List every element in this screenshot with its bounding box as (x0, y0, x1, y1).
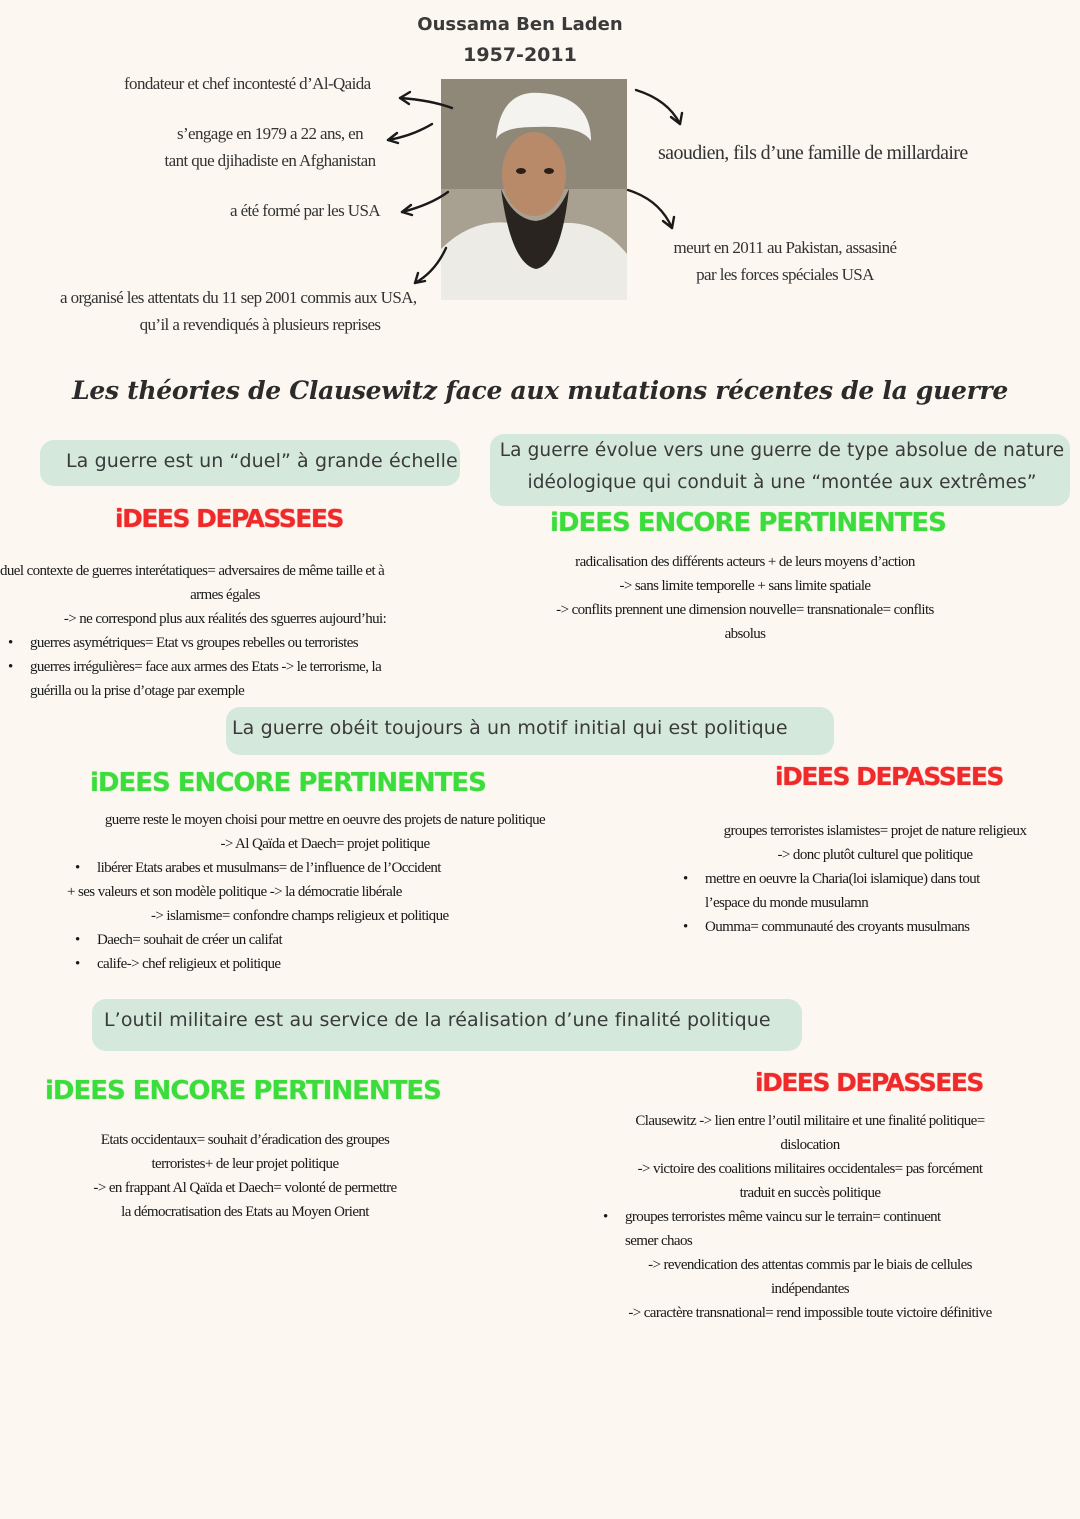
s1-left-bullets (0, 631, 460, 703)
section3-label-pertinentes: iDEES ENCORE PERTINENTES (45, 1076, 441, 1106)
arrow-engage-icon (388, 124, 432, 140)
s3-right-line-6: -> revendication des attentas commis par le biais de cellules (648, 1257, 972, 1273)
s3-right-line-7: indépendantes (770, 1281, 849, 1297)
s1-right-line-0: radicalisation des différents acteurs + de leurs moyens d’action (575, 554, 915, 570)
section1-label-pertinentes: iDEES ENCORE PERTINENTES (550, 508, 946, 538)
section1-label-depassees: iDEES DEPASSEES (115, 504, 343, 533)
s3-right-line-2: -> victoire des coalitions militaires occidentales= pas forcément (637, 1161, 983, 1177)
section2-heading: La guerre obéit toujours à un motif initial qui est politique (232, 717, 788, 739)
s1-right-line-3: absolus (724, 626, 766, 642)
s2-right-line-1: -> donc plutôt culturel que politique (777, 847, 973, 863)
section3-heading: L’outil militaire est au service de la réalisation d’une finalité politique (104, 1009, 771, 1031)
s2-right-bullet-1: • Oumma= communauté des croyants musulmans (705, 915, 1060, 939)
s3-left-line-1: terroristes+ de leur projet politique (151, 1156, 339, 1172)
s1-right-line-1: -> sans limite temporelle + sans limite spatiale (619, 578, 871, 594)
s2-right-bullet-0: • mettre en oeuvre la Charia(loi islamique) dans tout (705, 867, 1060, 891)
s1-left-line-0: duel contexte de guerres interétatiques= adversaires de même taille et à (0, 563, 385, 579)
section2-label-depassees: iDEES DEPASSEES (775, 762, 1003, 791)
s2-left-line-0: guerre reste le moyen choisi pour mettre en oeuvre des projets de nature politique (104, 812, 546, 828)
bio-attacks-1: a organisé les attentats du 11 sep 2001 commis aux USA, (60, 288, 417, 307)
s2-right-bullets (690, 867, 1060, 939)
section3-label-depassees: iDEES DEPASSEES (755, 1068, 983, 1097)
s3-left-line-0: Etats occidentaux= souhait d’éradication des groupes (100, 1132, 390, 1148)
s1-left-bullet-1: • guerres irrégulières= face aux armes des Etats -> le terrorisme, la (30, 655, 460, 679)
section2-left-text (55, 808, 595, 976)
section2-label-pertinentes: iDEES ENCORE PERTINENTES (90, 768, 486, 798)
bio-saudi: saoudien, fils d’une famille de millardaire (658, 142, 968, 164)
s2-left-bullet-2: • calife-> chef religieux et politique (97, 952, 595, 976)
section1-heading-right-2: idéologique qui conduit à une “montée aux extrêmes” (527, 472, 1037, 493)
s1-left-bullet-0: • guerres asymétriques= Etat vs groupes rebelles ou terroristes (30, 631, 460, 655)
s3-right-line-3: traduit en succès politique (739, 1185, 881, 1201)
s3-left-line-2: -> en frappant Al Qaïda et Daech= volonté de permettre (93, 1180, 397, 1196)
bio-founder: fondateur et chef incontesté d’Al-Qaida (124, 74, 371, 93)
main-title: Les théories de Clausewitz face aux mutations récentes de la guerre (72, 376, 1008, 405)
portrait-dates: 1957-2011 (463, 44, 577, 66)
arrow-trained-icon (402, 192, 448, 212)
s1-left-line-1: armes égales (190, 587, 260, 603)
section1-right-text (500, 550, 990, 646)
s3-right-bullet-0-cont: semer chaos (625, 1233, 693, 1249)
bio-engagement-1: s’engage en 1979 a 22 ans, en (176, 124, 364, 143)
arrow-attacks-icon (415, 248, 446, 283)
bio-trained: a été formé par les USA (230, 201, 380, 220)
s3-right-bullets (590, 1205, 1030, 1253)
s1-right-line-2: -> conflits prennent une dimension nouvelle= transnationale= conflits (556, 602, 934, 618)
bio-death-1: meurt en 2011 au Pakistan, assasiné (673, 238, 897, 257)
section2-right-text (690, 819, 1060, 939)
s2-right-bullet-0-cont: l’espace du monde musulamn (705, 895, 869, 911)
portrait-name: Oussama Ben Laden (417, 14, 623, 35)
s1-left-line-2: -> ne correspond plus aux réalités des sguerres aujourd’hui: (63, 611, 387, 627)
bio-engagement-2: tant que djihadiste en Afghanistan (164, 151, 376, 170)
s2-left-bullet-1: • Daech= souhait de créer un califat (97, 928, 595, 952)
s3-right-line-1: dislocation (780, 1137, 840, 1153)
section1-left-text (0, 559, 460, 703)
s3-left-line-3: la démocratisation des Etats au Moyen Orient (121, 1204, 369, 1220)
bio-death-2: par les forces spéciales USA (696, 265, 874, 284)
s2-left-bullets-b (55, 928, 595, 976)
s2-left-line-3: + ses valeurs et son modèle politique -> la démocratie libérale (67, 884, 402, 900)
s2-right-line-0: groupes terroristes islamistes= projet de nature religieux (723, 823, 1027, 839)
s2-left-line-1: -> Al Qaïda et Daech= projet politique (220, 836, 430, 852)
section3-right-text (590, 1109, 1030, 1325)
s2-left-line-4: -> islamisme= confondre champs religieux et politique (151, 908, 449, 924)
s3-right-line-8: -> caractère transnational= rend impossible toute victoire définitive (628, 1305, 992, 1321)
s2-left-bullets-a (55, 856, 595, 880)
s3-right-line-0: Clausewitz -> lien entre l’outil militaire et une finalité politique= (635, 1113, 985, 1129)
bio-attacks-2: qu’il a revendiqués à plusieurs reprises (139, 315, 381, 334)
arrows-layer (0, 0, 1080, 340)
s1-left-bullet-1-cont: guérilla ou la prise d’otage par exemple (30, 683, 245, 699)
section1-heading-right-1: La guerre évolue vers une guerre de type absolue de nature (499, 440, 1065, 461)
s2-left-bullet-0: • libérer Etats arabes et musulmans= de l’influence de l’Occident (97, 856, 595, 880)
s3-right-bullet-0: • groupes terroristes même vaincu sur le terrain= continuent (625, 1205, 1030, 1229)
section3-left-text (40, 1128, 450, 1224)
section1-heading-left: La guerre est un “duel” à grande échelle (66, 450, 458, 472)
